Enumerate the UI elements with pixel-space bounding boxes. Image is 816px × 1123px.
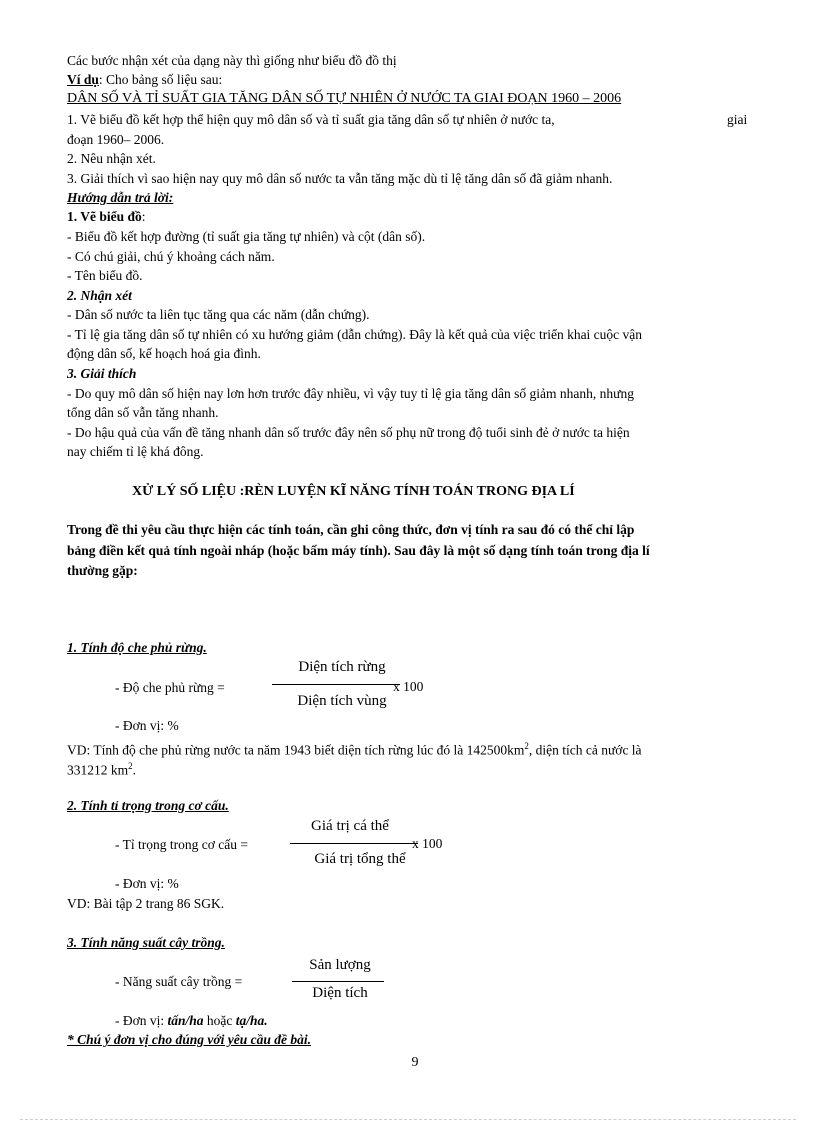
- guide-s1-colon: :: [141, 209, 146, 224]
- formula-2-denominator: Giá trị tổng thể: [314, 851, 406, 867]
- formula-1-numerator: Diện tích rừng: [298, 659, 386, 675]
- question-1-cont: đoạn 1960– 2006.: [67, 132, 165, 147]
- guide-s2-heading: 2. Nhận xét: [67, 288, 132, 303]
- formula-1-label: - Độ che phủ rừng =: [115, 680, 225, 695]
- guide-s1-heading: [67, 208, 146, 226]
- formula-1-fraction-bar: [272, 684, 400, 685]
- guide-s1-title: 1. Vẽ biểu đồ: [67, 209, 142, 224]
- formula-2-numerator: Giá trị cá thể: [311, 818, 389, 834]
- section-title: XỬ LÝ SỐ LIỆU :RÈN LUYỆN KĨ NĂNG TÍNH TOÁN TRONG ĐỊA LÍ: [132, 484, 575, 499]
- unit-quintal-per-ha: tạ/ha.: [235, 1013, 268, 1028]
- question-3: 3. Giải thích vì sao hiện nay quy mô dân số nước ta vẫn tăng mặc dù tỉ lệ tăng dân số đã giảm nhanh.: [67, 171, 613, 186]
- guide-s3-item: tổng dân số vẫn tăng nhanh.: [67, 405, 219, 420]
- formula-1-example: [67, 737, 642, 760]
- guide-heading: Hướng dẫn trả lời:: [67, 190, 174, 205]
- formula-1-example-cont: [67, 757, 136, 780]
- intro-line: Các bước nhận xét của dạng này thì giống như biểu đồ đồ thị: [67, 53, 397, 68]
- superscript: 2: [524, 741, 529, 751]
- formula-2-heading: 2. Tính tỉ trọng trong cơ cấu.: [67, 798, 229, 813]
- superscript: 2: [128, 761, 133, 771]
- guide-s2-item: - Dân số nước ta liên tục tăng qua các năm (dẫn chứng).: [67, 307, 370, 322]
- guide-s3-item: nay chiếm tỉ lệ khá đông.: [67, 444, 204, 459]
- formula-2-label: - Tỉ trọng trong cơ cấu =: [115, 837, 248, 852]
- question-1-end: giai: [727, 112, 748, 127]
- unit-ton-per-ha: tấn/ha: [167, 1013, 204, 1028]
- formula-3-fraction-bar: [292, 981, 384, 982]
- formula-1-multiplier: x 100: [393, 679, 424, 694]
- formula-3-denominator: Diện tích: [312, 985, 368, 1001]
- formula-2-unit: - Đơn vị: %: [115, 876, 179, 891]
- example-label: Ví dụ: [67, 72, 99, 87]
- formula-3-unit: [115, 1012, 268, 1030]
- guide-s1-item: - Tên biểu đồ.: [67, 268, 143, 283]
- formula-2-example: VD: Bài tập 2 trang 86 SGK.: [67, 896, 225, 911]
- guide-s1-item: - Có chú giải, chú ý khoảng cách năm.: [67, 249, 275, 264]
- formula-3-label: - Năng suất cây trồng =: [115, 974, 243, 989]
- formula-1-example-text: VD: Tính độ che phủ rừng nước ta năm 1943 biết diện tích rừng lúc đó là 142500km: [67, 742, 525, 758]
- period: .: [132, 762, 137, 778]
- formula-3-heading: 3. Tính năng suất cây trồng.: [67, 935, 225, 950]
- formula-1-denominator: Diện tích vùng: [297, 693, 387, 709]
- example-text: : Cho bảng số liệu sau:: [98, 72, 223, 87]
- guide-s3-heading: 3. Giải thích: [67, 366, 137, 381]
- formula-1-example-value: 331212 km: [67, 762, 129, 778]
- formula-1-example-text-2: , diện tích cả nước là: [528, 742, 642, 758]
- question-2: 2. Nêu nhận xét.: [67, 151, 156, 166]
- formula-2-multiplier: x 100: [412, 836, 443, 851]
- table-title: DÂN SỐ VÀ TỈ SUẤT GIA TĂNG DÂN SỐ TỰ NHIÊN Ở NƯỚC TA GIAI ĐOẠN 1960 – 2006: [67, 91, 622, 106]
- section-intro-line: bảng điền kết quả tính ngoài nháp (hoặc bấm máy tính). Sau đây là một số dạng tính toán trong địa lí: [67, 543, 650, 558]
- formula-1-unit: - Đơn vị: %: [115, 718, 179, 733]
- guide-s3-item: - Do quy mô dân số hiện nay lơn hơn trước đây nhiều, vì vậy tuy tỉ lệ gia tăng dân số giảm nhanh, nhưng: [67, 386, 634, 401]
- guide-s2-item: động dân số, kế hoạch hoá gia đình.: [67, 346, 261, 361]
- section-intro-line: thường gặp:: [67, 563, 138, 578]
- page-break-divider: [20, 1119, 796, 1120]
- section-intro-line: Trong đề thi yêu cầu thực hiện các tính toán, cần ghi công thức, đơn vị tính ra sau đó có thể chỉ lập: [67, 522, 635, 537]
- formula-2-fraction-bar: [290, 843, 418, 844]
- unit-or: hoặc: [206, 1013, 233, 1028]
- example-line: [67, 71, 222, 89]
- guide-s3-item: - Do hậu quả của vấn đề tăng nhanh dân số trước đây nên số phụ nữ trong độ tuổi sinh đẻ ở nước ta hiện: [67, 425, 630, 440]
- page-number: 9: [411, 1055, 419, 1070]
- formula-3-note: * Chú ý đơn vị cho đúng với yêu cầu đề bài.: [67, 1032, 311, 1047]
- formula-3-numerator: Sản lượng: [309, 957, 371, 973]
- formula-1-heading: 1. Tính độ che phủ rừng.: [67, 640, 207, 655]
- guide-s2-item: - Tỉ lệ gia tăng dân số tự nhiên có xu hướng giảm (dẫn chứng). Đây là kết quả của việc triển khai cuộc vận: [67, 327, 643, 342]
- question-1: 1. Vẽ biểu đồ kết hợp thể hiện quy mô dân số và tỉ suất gia tăng dân số tự nhiên ở nước ta,: [67, 112, 555, 127]
- guide-s1-item: - Biểu đồ kết hợp đường (tỉ suất gia tăng tự nhiên) và cột (dân số).: [67, 229, 426, 244]
- unit-prefix: - Đơn vị:: [115, 1013, 165, 1028]
